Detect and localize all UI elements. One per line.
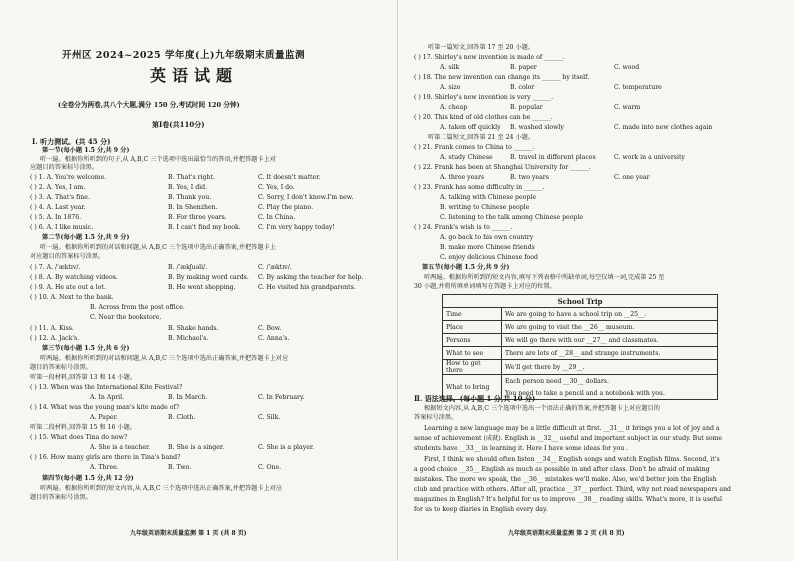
instructions: 听一遍。根据你所听到的句子,从 A,B,C 三个选项中选出最恰当的答语,并把答题卡上对 [40, 156, 276, 163]
option-c: C. Play the piano. [258, 204, 314, 211]
row-value: We are going to have a school trip on __25__. [502, 308, 718, 321]
question-22: ( ) 22. Frank has been at Shanghai University for ______. [414, 164, 591, 171]
material-label: 听第二段材料,回答第 15 和 16 小题。 [30, 424, 137, 431]
material-label: 听第一篇短文,回答第 17 至 20 小题。 [428, 44, 535, 51]
passage-line: sense of achievement (成就). English is __32__ useful and important subject in our study. But some [414, 435, 723, 442]
option-b: B. color [510, 84, 535, 91]
instructions: 题目的答案标号涂黑。 [30, 494, 92, 501]
option-a: A. Three. [90, 464, 119, 471]
option-b: B. washed slowly [510, 124, 564, 131]
row-key: What to bring [443, 375, 502, 400]
option-c: C. He visited his grandparents. [258, 284, 356, 291]
option-a: A. taken off quickly [440, 124, 501, 131]
option-a: A. silk [440, 64, 460, 71]
table-title: School Trip [443, 295, 718, 308]
option-c: C. Silk. [258, 414, 281, 421]
option-c: C. It doesn't matter. [258, 174, 321, 181]
question-8: ( ) 8. A. By watching videos. [30, 274, 118, 281]
question-4: ( ) 4. A. Last year. [30, 204, 86, 211]
row-key: Time [443, 308, 502, 321]
option-b: B. For three years. [168, 214, 227, 221]
question-21: ( ) 21. Frank comes to China to ______. [414, 144, 535, 151]
option-c: C. Sorry, I don't know.I'm new. [258, 194, 354, 201]
question-17: ( ) 17. Shirley's new invention is made of ______. [414, 54, 565, 61]
table-row [443, 308, 718, 321]
option-c: C. listening to the talk among Chinese people [440, 214, 584, 221]
question-16: ( ) 16. How many girls are there in Tina's band? [30, 454, 181, 461]
option-c: C. By asking the teacher for help. [258, 274, 364, 281]
option-b: B. paper [510, 64, 537, 71]
subsection-heading: 第五节(每小题 1.5 分,共 9 分) [422, 264, 510, 271]
option-c: C. work in a university [614, 154, 685, 161]
question-12: ( ) 12. A. Jack's. [30, 335, 80, 342]
instructions: 听两遍。根据你所听到的短文内容,从 A,B,C 三个选项中选出正确答案,并把答题卡上对应 [40, 485, 283, 492]
option-c: C. Yes, I do. [258, 184, 295, 191]
exam-note: (全卷分为两卷,共八个大题,满分 150 分,考试时间 120 分钟) [58, 101, 240, 109]
option-a: A. size [440, 84, 461, 91]
option-c: C. wood [614, 64, 640, 71]
row-key: Place [443, 321, 502, 334]
instructions: 题目的答案标号涂黑。 [30, 364, 92, 371]
option-b: B. In March. [168, 394, 208, 401]
exam-header: 开州区 2024~2025 学年度(上)九年级期末质量监测 [62, 50, 305, 61]
option-b: B. Cloth. [168, 414, 196, 421]
option-a: A. In April. [90, 394, 125, 401]
passage-line: club and practice with others. After all, practice __37__ perfect. Third, why not read newspapers and [414, 486, 732, 493]
option-a: A. She is a teacher. [90, 444, 151, 451]
passage-line: for us to keep diaries in English every day. [414, 506, 548, 513]
question-11: ( ) 11. A. Kiss. [30, 325, 74, 332]
option-c: C. one year [614, 174, 650, 181]
row-value: There are lots of __28__ and strange instruments. [502, 347, 718, 360]
school-trip-table [442, 294, 718, 400]
option-c: C. made into new clothes again [614, 124, 713, 131]
option-b: B. writing to Chinese people [440, 204, 530, 211]
option-c: C. In China. [258, 214, 296, 221]
part-title: 第Ⅰ卷(共110分) [152, 120, 205, 129]
row-value: Each person need __30__ dollars. [502, 375, 718, 388]
subsection-heading: 第一节(每小题 1.5 分,共 9 分) [42, 147, 130, 154]
instructions: 听两遍。根据你所听到的对话和问题,从 A,B,C 三个选项中选出正确答案,并把答题卡上对应 [40, 355, 289, 362]
material-label: 听第一段材料,回答第 13 和 14 小题。 [30, 374, 137, 381]
option-c: C. I'm very happy today! [258, 224, 335, 231]
section-heading: Ⅰ. 听力测试。(共 45 分) [32, 137, 111, 146]
option-b: B. Shake hands. [168, 325, 219, 332]
option-a: A. go back to his own country [440, 234, 534, 241]
question-20: ( ) 20. This kind of old clothes can be ______. [414, 114, 553, 121]
option-c: C. Near the bookstore. [90, 314, 162, 321]
row-key: Persons [443, 334, 502, 347]
option-b: B. Yes, I did. [168, 184, 208, 191]
option-b: B. make more Chinese friends [440, 244, 535, 251]
table-row [443, 375, 718, 388]
row-value-extra: You need to take a pencil and a notebook with you. [502, 387, 718, 400]
instructions: 30 小题,并将所填单词填写在答题卡上对应的位置。 [414, 283, 556, 290]
option-b: B. I can't find my book. [168, 224, 241, 231]
row-key: How to get there [443, 360, 502, 375]
passage-line: a good choice __35__ English as much as possible in and after class. Don't be afraid of making [414, 466, 710, 473]
question-7: ( ) 7. A. /ˈæktɪv/. [30, 264, 81, 271]
question-6: ( ) 6. A. I like music. [30, 224, 94, 231]
subsection-heading: 第四节(每小题 1.5 分,共 12 分) [42, 475, 134, 482]
option-c: C. In February. [258, 394, 305, 401]
subsection-heading: 第二节(每小题 1.5 分,共 9 分) [42, 234, 130, 241]
question-14: ( ) 14. What was the young man's kite made of? [30, 404, 180, 411]
table-row [443, 347, 718, 360]
option-b: B. In Shenzhen. [168, 204, 218, 211]
option-c: C. She is a player. [258, 444, 315, 451]
row-value: We'll get there by __29__. [502, 360, 718, 375]
option-c: C. temperature [614, 84, 662, 91]
option-c: C. /ˈæktɪv/. [258, 264, 292, 271]
option-b: B. Thank you. [168, 194, 212, 201]
row-value: We are going to visit the __26__ museum. [502, 321, 718, 334]
question-2: ( ) 2. A. Yes, I am. [30, 184, 86, 191]
question-1: ( ) 1. A. You're welcome. [30, 174, 107, 181]
question-23: ( ) 23. Frank has some difficulty in ______. [414, 184, 545, 191]
option-b: B. That's right. [168, 174, 215, 181]
section-heading: Ⅱ. 语法选择。(每小题 1 分,共 10 分) [414, 394, 536, 403]
option-c: C. Bow. [258, 325, 282, 332]
option-b: B. He went shopping. [168, 284, 236, 291]
question-19: ( ) 19. Shirley's new invention is very ______. [414, 94, 554, 101]
instructions: 根据短文内容,从 A,B,C 三个选项中选出一个语法正确的答案,并把答题卡上对应题目的 [424, 405, 660, 412]
row-value: We will go there with our __27__ and classmates. [502, 334, 718, 347]
option-b: B. two years [510, 174, 549, 181]
instructions: 应题目的答案标号涂黑。 [30, 164, 99, 171]
option-b: B. She is a singer. [168, 444, 225, 451]
option-c: C. enjoy delicious Chinese food [440, 254, 538, 261]
question-10: ( ) 10. A. Next to the bank. [30, 294, 114, 301]
page-footer: 九年级英语期末质量监测 第 2 页 (共 8 页) [508, 530, 625, 537]
option-a: A. three years [440, 174, 485, 181]
option-c: C. warm [614, 104, 641, 111]
option-b: B. popular [510, 104, 543, 111]
subsection-heading: 第三节(每小题 1.5 分,共 6 分) [42, 345, 130, 352]
page-footer: 九年级英语期末质量监测 第 1 页 (共 8 页) [130, 530, 247, 537]
row-key: What to see [443, 347, 502, 360]
instructions: 听两遍。根据你所听到的短文内容,填写下列表格中所缺单词,每空仅填一词,完成第 25 至 [424, 274, 665, 281]
option-a: A. talking with Chinese people [440, 194, 537, 201]
option-b: B. travel in different places [510, 154, 596, 161]
instructions: 听一遍。根据你所听到的对话和问题,从 A,B,C 三个选项中选出正确答案,并把答题卡上 [40, 244, 276, 251]
page-title: 英语试题 [150, 66, 239, 85]
material-label: 听第二篇短文,回答第 21 至 24 小题。 [428, 134, 535, 141]
option-c: C. Anna's. [258, 335, 290, 342]
option-b: B. By making word cards. [168, 274, 249, 281]
instructions: 答案标号涂黑。 [414, 414, 458, 421]
option-b: B. Two. [168, 464, 192, 471]
question-24: ( ) 24. Frank's wish is to ______. [414, 224, 513, 231]
question-5: ( ) 5. A. In 1876. [30, 214, 82, 221]
question-9: ( ) 9. A. He ate out a lot. [30, 284, 106, 291]
passage-line: mistakes. The more we speak, the __36__ mistakes we'll make. Also, we'd better join the English [414, 476, 717, 483]
passage-line: Learning a new language may be a little difficult at first. __31__ it brings you a lot of joy and a [424, 425, 720, 432]
question-3: ( ) 3. A. That's fine. [30, 194, 90, 201]
passage-line: magazines in English? It's helpful for us to improve __38__ reading skills. What's more, it is useful [414, 496, 722, 503]
option-b: B. /ˈækʃuəli/. [168, 264, 208, 271]
question-18: ( ) 18. The new invention can change its ______ by itself. [414, 74, 590, 81]
question-15: ( ) 15. What does Tina do now? [30, 434, 128, 441]
table-row [443, 334, 718, 347]
option-c: C. One. [258, 464, 282, 471]
passage-line: students have __33__ in learning it. Here I have some ideas for you . [414, 445, 629, 452]
question-13: ( ) 13. When was the International Kite Festival? [30, 384, 183, 391]
option-a: A. cheap [440, 104, 468, 111]
option-a: A. Paper. [90, 414, 118, 421]
option-b: B. Across from the post office. [90, 304, 185, 311]
table-row [443, 321, 718, 334]
instructions: 对应题目的答案标号涂黑。 [30, 253, 105, 260]
option-a: A. study Chinese [440, 154, 493, 161]
passage-line: First, I think we should often listen __34__ English songs and watch English films. Second, it's [424, 456, 720, 463]
page-2 [397, 0, 794, 561]
table-row [443, 360, 718, 375]
option-b: B. Michael's. [168, 335, 209, 342]
